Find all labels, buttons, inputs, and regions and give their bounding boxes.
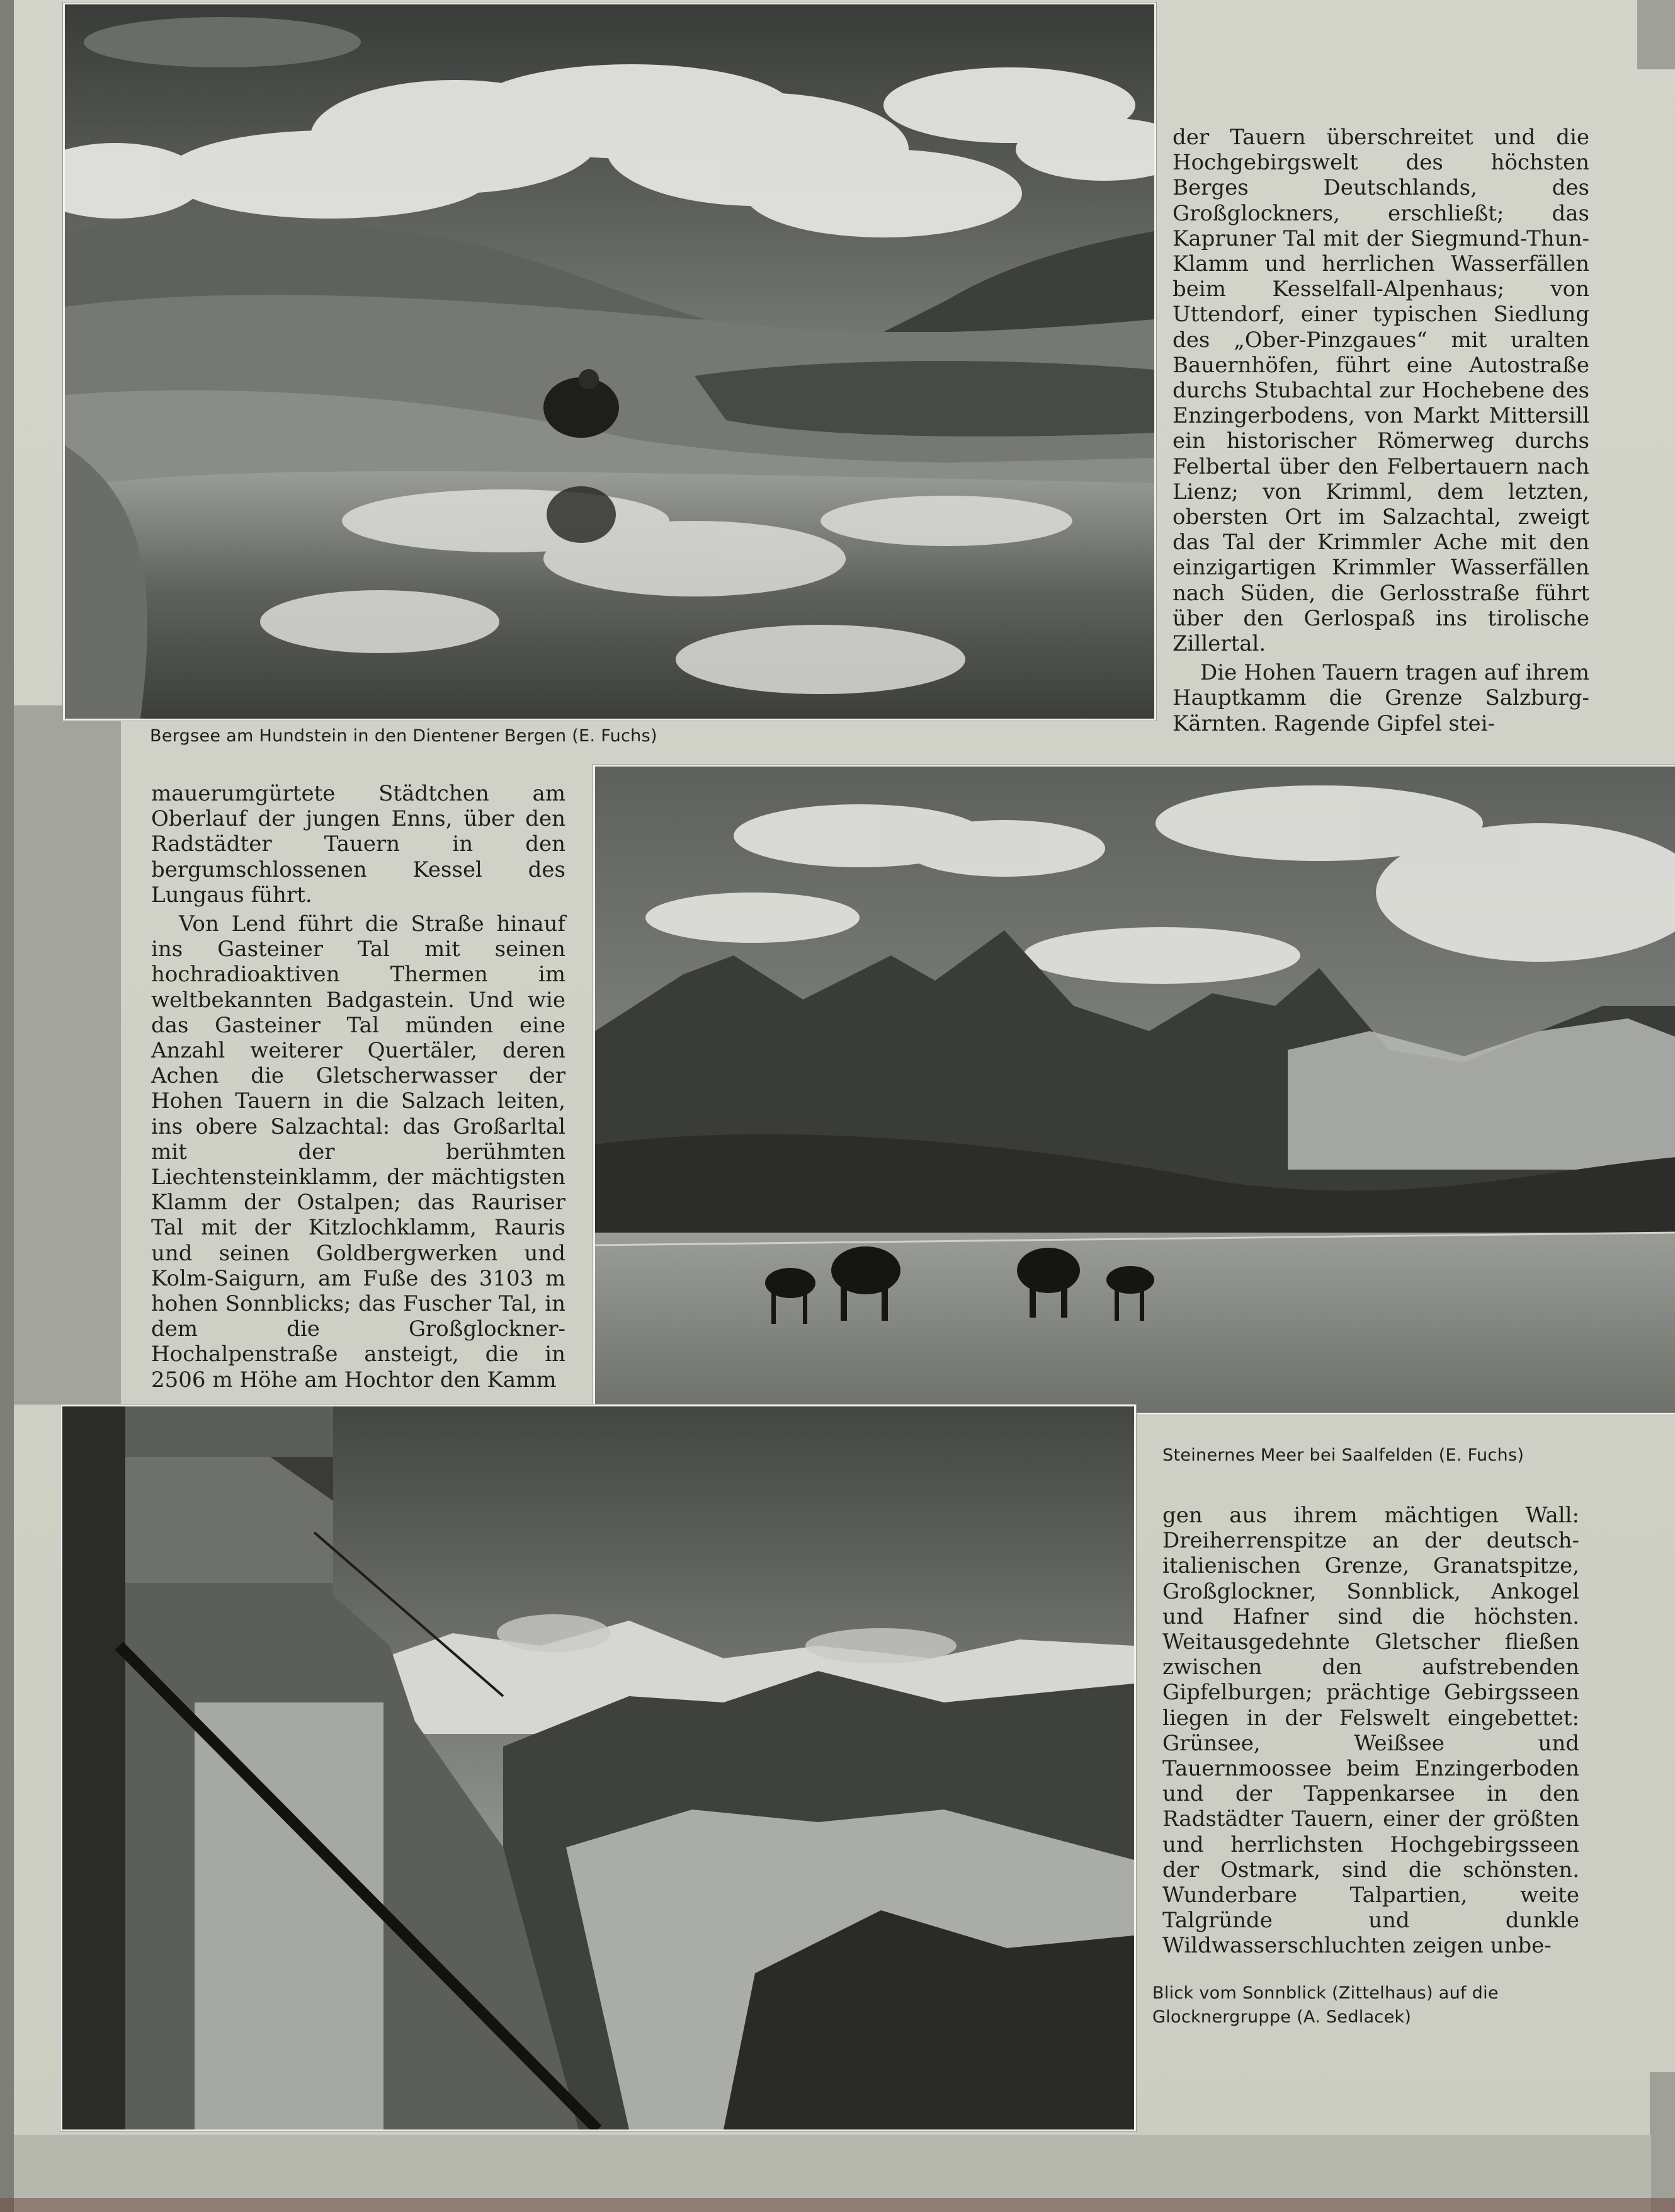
photo-sonnblick-view [60,1405,1136,2131]
background-band [1637,0,1675,69]
article-column-bottom-right [1162,1503,1579,1959]
paragraph: der Tauern überschreitet und die Hochgebirgswelt des höchsten Berges Deutschlands, des Großglockners, erschließt; das Kapruner Tal mit der Siegmund-Thun-Klamm und herrlichen Wasserfällen beim Kesselfall-Alpenhaus; von Uttendorf, einer typischen Siedlung des „Ober-Pinzgaues“ mit uralten Bauernhöfen, führt eine Autostraße durchs Stubachtal zur Hochebene des Enzingerbodens, von Markt Mittersill ein historischer Römerweg durchs Felbertal über den Felbertauern nach Lienz; von Krimml, dem letzten, obersten Ort im Salzachtal, zweigt das Tal der Krimmler Ache mit den einzigartigen Krimmler Wasserfällen nach Süden, die Gerlosstraße führt über den Gerlospaß ins tirolische Zillertal. [1172,125,1589,657]
page-edge [0,2198,1675,2212]
photo-caption-bottom: Blick vom Sonnblick (Zittelhaus) auf die Glocknergruppe (A. Sedlacek) [1152,1983,1499,2027]
article-column-middle-left [151,781,565,1393]
photo-mountain-lake [63,3,1156,721]
page-binding-edge [0,0,14,2212]
photo-steinernes-meer [593,765,1675,1415]
photo-caption-top: Bergsee am Hundstein in den Dientener Bergen (E. Fuchs) [150,726,657,746]
background-band [14,705,121,1405]
paragraph: Die Hohen Tauern tragen auf ihrem Hauptkamm die Grenze Salzburg-Kärnten. Ragende Gipfel stei- [1172,660,1589,736]
article-column-top-right [1172,125,1589,736]
paragraph: mauerumgürtete Städtchen am Oberlauf der jungen Enns, über den Radstädter Tauern in den bergumschlossenen Kessel des Lungaus führt. [151,781,565,908]
paragraph: Von Lend führt die Straße hinauf ins Gasteiner Tal mit seinen hochradioaktiven Thermen im weltbekannten Badgastein. Und wie das Gasteiner Tal münden eine Anzahl weiterer Quertäler, deren Achen die Gletscherwasser der Hohen Tauern in die Salzach leiten, ins obere Salzachtal: das Großarltal mit der berühmten Liechtensteinklamm, der mächtigsten Klamm der Ostalpen; das Rauriser Tal mit der Kitzlochklamm, Rauris und seinen Goldbergwerken und Kolm-Saigurn, am Fuße des 3103 m hohen Sonnblicks; das Fuscher Tal, in dem die Großglockner-Hochalpenstraße ansteigt, die in 2506 m Höhe am Hochtor den Kamm [151,911,565,1393]
photo-caption-middle: Steinernes Meer bei Saalfelden (E. Fuchs) [1162,1445,1525,1465]
paragraph: gen aus ihrem mächtigen Wall: Dreiherrenspitze an der deutsch-italienischen Grenze, Granatspitze, Großglockner, Sonnblick, Ankogel und Hafner sind die höchsten. Weitausgedehnte Gletscher fließen zwischen den aufstrebenden Gipfelburgen; prächtige Gebirgsseen liegen in der Felswelt eingebettet: Grünsee, Weißsee und Tauernmoossee beim Enzingerboden und der Tappenkarsee in den Radstädter Tauern, einer der größten und herrlichsten Hochgebirgsseen der Ostmark, sind die schönsten. Wunderbare Talpartien, weite Talgründe und dunkle Wildwasserschluchten zeigen unbe- [1162,1503,1579,1959]
background-band [1650,2072,1675,2212]
